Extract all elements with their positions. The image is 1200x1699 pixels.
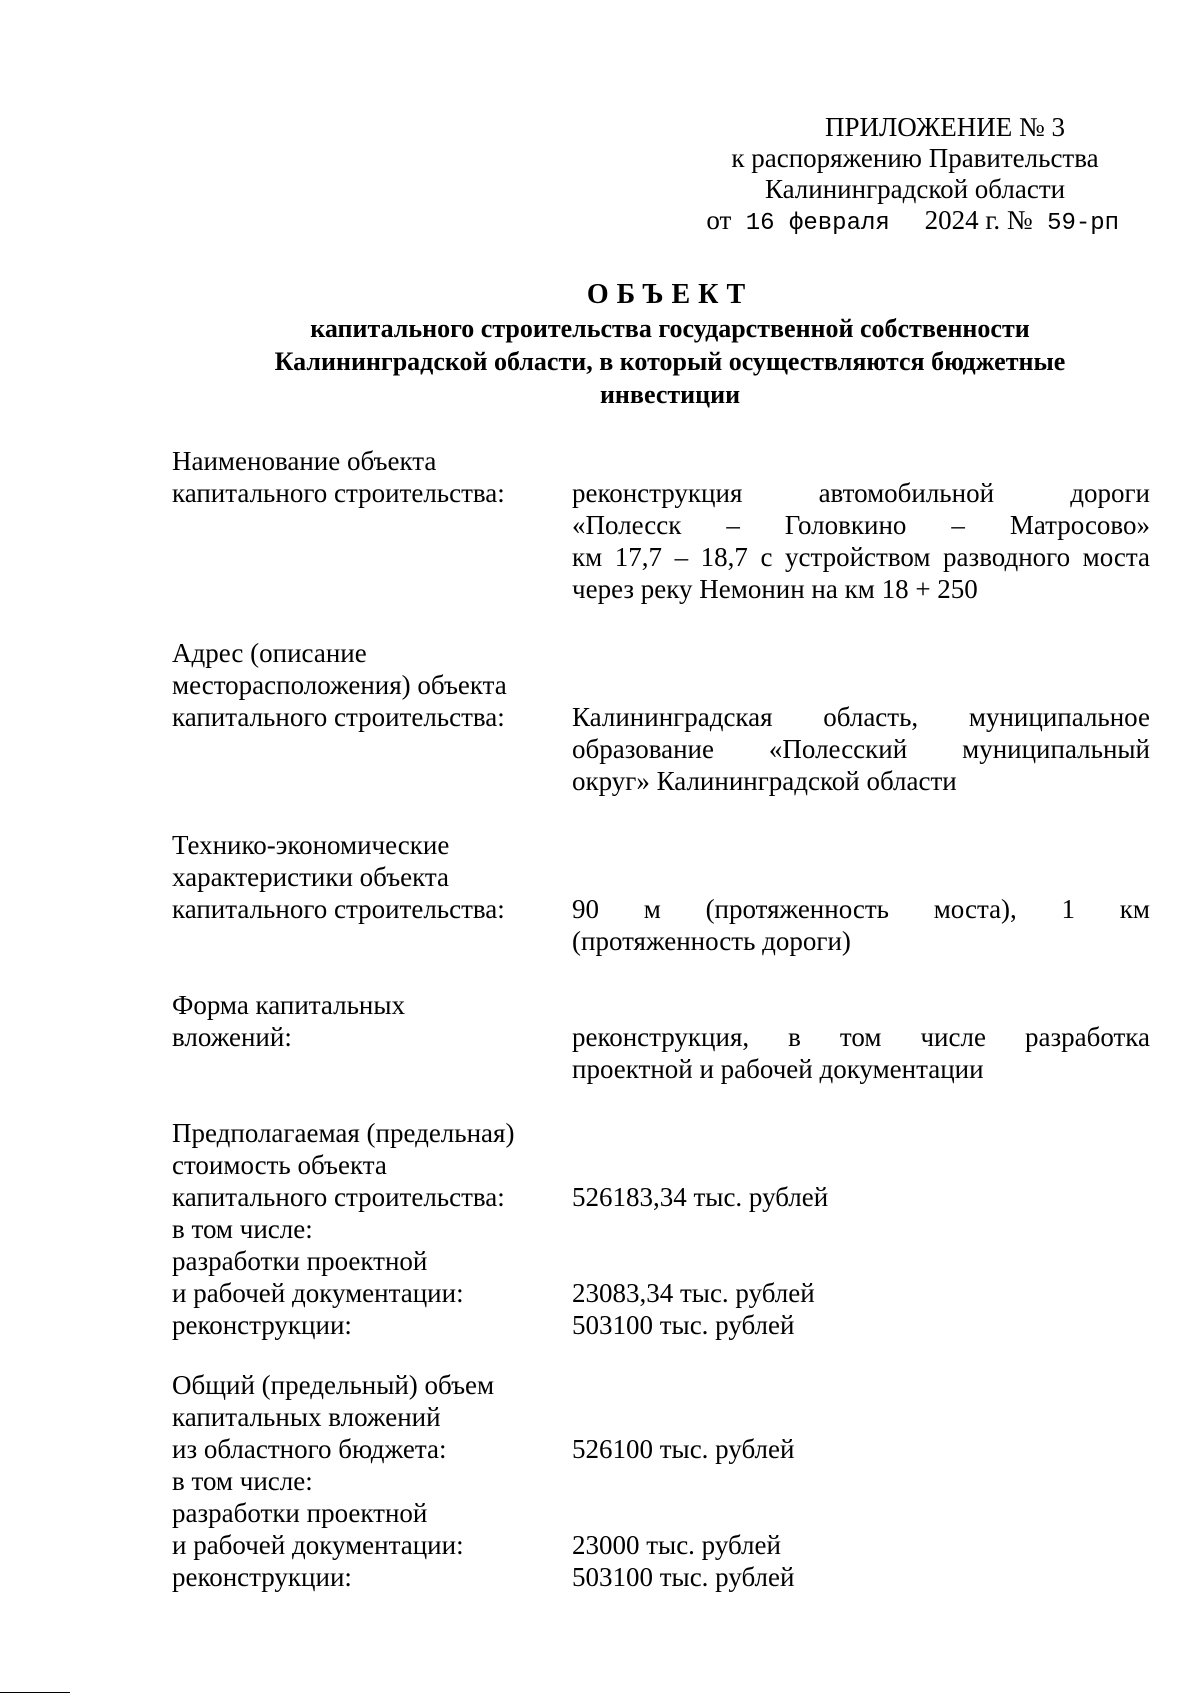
appendix-date-line [680,205,1150,239]
object-address-value: Калининградская область, муниципальное образование «Полесский муниципальный округ» Калининградской области [572,702,1150,796]
object-address-label: Адрес (описание месторасположения) объекта капитального строительства: [172,638,507,732]
appendix-header [680,112,1150,239]
document-heading [170,278,1170,411]
budget-volume-design: 23000 тыс. рублей [572,1530,781,1560]
object-name-label: Наименование объекта капитального строительства: [172,446,505,508]
budget-volume-total: 526100 тыс. рублей [572,1434,795,1464]
heading-sub-line-3: инвестиции [599,380,741,409]
heading-sub-line-1: капитального строительства государственной собственности [310,314,1030,343]
object-characteristics-label: Технико-экономические характеристики объекта капитального строительства: [172,830,505,924]
estimated-cost-values [572,1117,1150,1341]
object-name-value: реконструкция автомобильной дороги «Полесск – Головкино – Матросово» км 17,7 – 18,7 с устройством разводного моста через реку Немонин на км 18 + 250 [572,478,1150,604]
decree-number: 59-рп [1047,210,1120,237]
decree-year: 2024 г. № [924,205,1033,235]
footnote-divider [0,1692,70,1693]
object-characteristics-value: 90 м (протяженность моста), 1 км (протяженность дороги) [572,894,1150,956]
date-prefix: от [706,205,732,235]
investment-form-label: Форма капитальных вложений: [172,990,406,1052]
heading-sub-line-2: Калининградской области, в который осуществляются бюджетные [274,347,1066,376]
estimated-cost-reconstruction: 503100 тыс. рублей [572,1310,795,1340]
appendix-region: Калининградской области [764,174,1066,204]
appendix-reference: к распоряжению Правительства [731,143,1099,173]
investment-form-value: реконструкция, в том числе разработка проектной и рабочей документации [572,1022,1150,1084]
estimated-cost-design: 23083,34 тыс. рублей [572,1278,815,1308]
budget-volume-reconstruction: 503100 тыс. рублей [572,1562,795,1592]
heading-main: ОБЪЕКТ [586,279,754,310]
estimated-cost-label: Предполагаемая (предельная) стоимость объекта капитального строительства: в том числе: разработки проектной и рабочей документации: реконструкции: [172,1118,515,1340]
estimated-cost-total: 526183,34 тыс. рублей [572,1182,829,1212]
budget-volume-values [572,1369,1150,1593]
budget-volume-label: Общий (предельный) объем капитальных вложений из областного бюджета: в том числе: разработки проектной и рабочей документации: реконструкции: [172,1370,495,1592]
appendix-title: ПРИЛОЖЕНИЕ № 3 [824,112,1066,142]
decree-date: 16 февраля [745,210,890,237]
